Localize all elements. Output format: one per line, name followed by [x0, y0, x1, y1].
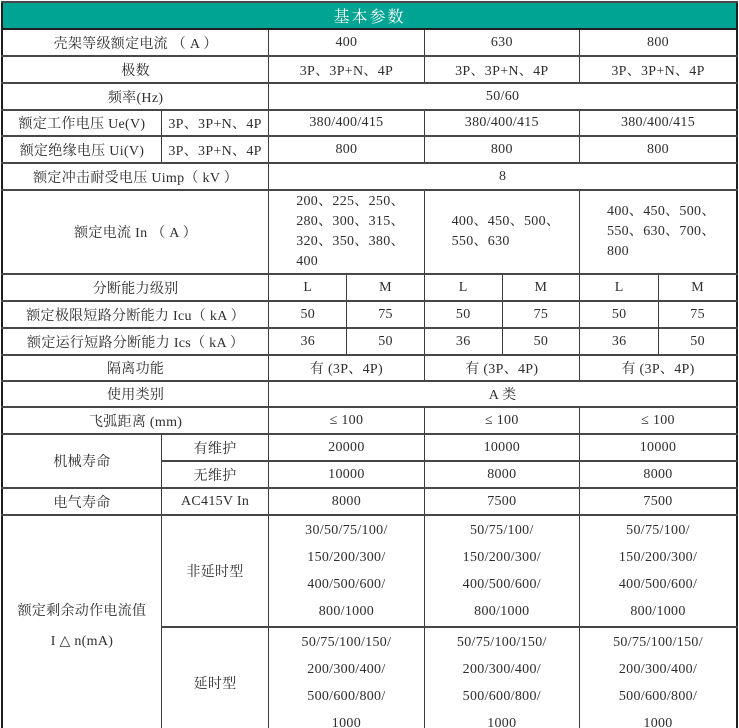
ultimate-breaking-capacity-icu-cell-3: 50 — [424, 301, 502, 328]
rated-current-cell-3-line-0: 400、450、500、 — [607, 204, 716, 219]
residual-current-nondelay-cell-2-line-2: 400/500/600/ — [307, 577, 386, 592]
frame-rated-current-cell-0: 壳架等级额定电流 （ A ） — [2, 29, 269, 56]
rated-current-cell-1-line-3: 400 — [296, 254, 319, 269]
breaking-capacity-class-cell-2: M — [347, 274, 424, 301]
service-breaking-capacity-ics-cell-2: 50 — [347, 328, 424, 355]
residual-current-delay-cell-3-line-1: 200/300/400/ — [618, 662, 698, 677]
rated-current-cell-1-line-2: 320、350、380、 — [296, 234, 405, 249]
electrical-life-cell-2: 8000 — [269, 488, 424, 515]
frequency-cell-1: 50/60 — [269, 83, 737, 110]
poles-cell-0: 极数 — [2, 56, 269, 83]
service-breaking-capacity-ics-cell-5: 36 — [580, 328, 659, 355]
breaking-capacity-class-cell-4: M — [502, 274, 579, 301]
residual-current-delay-cell-3 — [580, 627, 737, 728]
utilization-category-cell-1: A 类 — [269, 381, 737, 407]
ultimate-breaking-capacity-icu-cell-0: 额定极限短路分断能力 Icu（ kA ） — [2, 301, 269, 328]
mechanical-life-unmaintained-cell-2: 8000 — [424, 461, 579, 488]
row-section-title — [2, 2, 737, 29]
rated-current-cell-1 — [269, 190, 424, 274]
rated-insulation-voltage-cell-2: 800 — [269, 136, 424, 163]
mechanical-life-maintained-cell-2: 20000 — [269, 434, 424, 461]
section-title-cell-0: 基本参数 — [2, 2, 737, 29]
service-breaking-capacity-ics-cell-0: 额定运行短路分断能力 Ics（ kA ） — [2, 328, 269, 355]
mechanical-life-maintained-cell-1: 有维护 — [161, 434, 268, 461]
residual-current-delay-cell-3-line-2: 500/600/800/ — [618, 689, 698, 704]
rated-current-cell-2 — [424, 190, 579, 274]
arc-distance-cell-3: ≤ 100 — [580, 407, 737, 434]
mechanical-life-unmaintained-cell-1: 10000 — [269, 461, 424, 488]
breaking-capacity-class-cell-5: L — [580, 274, 659, 301]
residual-current-nondelay-cell-4-line-0: 50/75/100/ — [626, 523, 690, 538]
mechanical-life-maintained-cell-4: 10000 — [580, 434, 737, 461]
rated-working-voltage-cell-2: 380/400/415 — [269, 110, 424, 136]
electrical-life-cell-1: AC415V In — [161, 488, 268, 515]
frequency-cell-0: 频率(Hz) — [2, 83, 269, 110]
spec-table — [1, 1, 738, 728]
ultimate-breaking-capacity-icu-cell-2: 75 — [347, 301, 424, 328]
row-rated-current — [2, 190, 737, 274]
rated-current-cell-3 — [580, 190, 737, 274]
residual-current-nondelay-cell-4 — [580, 515, 737, 627]
poles-cell-3: 3P、3P+N、4P — [580, 56, 737, 83]
residual-current-delay-cell-3-line-0: 50/75/100/150/ — [613, 635, 703, 650]
rated-current-cell-2-line-0: 400、450、500、 — [451, 214, 561, 229]
residual-current-nondelay-cell-2-line-0: 30/50/75/100/ — [305, 523, 388, 538]
rated-insulation-voltage-cell-0: 额定绝缘电压 Ui(V) — [2, 136, 161, 163]
row-frequency — [2, 83, 737, 110]
spec-table-body — [2, 2, 737, 728]
residual-current-delay-cell-1-line-1: 200/300/400/ — [307, 662, 386, 677]
residual-current-delay-cell-1-line-2: 500/600/800/ — [307, 689, 386, 704]
row-rated-insulation-voltage — [2, 136, 737, 163]
residual-current-nondelay-cell-0-line-1: I △ n(mA) — [50, 634, 114, 649]
arc-distance-cell-0: 飞弧距离 (mm) — [2, 407, 269, 434]
ultimate-breaking-capacity-icu-cell-1: 50 — [269, 301, 347, 328]
impulse-withstand-voltage-cell-1: 8 — [269, 163, 737, 190]
row-utilization-category — [2, 381, 737, 407]
electrical-life-cell-3: 7500 — [424, 488, 579, 515]
row-service-breaking-capacity-ics — [2, 328, 737, 355]
residual-current-nondelay-cell-2-line-1: 150/200/300/ — [307, 550, 386, 565]
service-breaking-capacity-ics-cell-3: 36 — [424, 328, 502, 355]
rated-current-cell-1-line-0: 200、225、250、 — [296, 194, 405, 209]
ultimate-breaking-capacity-icu-cell-4: 75 — [502, 301, 579, 328]
utilization-category-cell-0: 使用类别 — [2, 381, 269, 407]
residual-current-nondelay-cell-2 — [269, 515, 424, 627]
service-breaking-capacity-ics-cell-4: 50 — [502, 328, 579, 355]
residual-current-nondelay-cell-4-line-3: 800/1000 — [630, 604, 686, 619]
residual-current-delay-cell-2-line-0: 50/75/100/150/ — [456, 635, 547, 650]
rated-working-voltage-cell-0: 额定工作电压 Ue(V) — [2, 110, 161, 136]
mechanical-life-unmaintained-cell-3: 8000 — [580, 461, 737, 488]
row-ultimate-breaking-capacity-icu — [2, 301, 737, 328]
electrical-life-cell-0: 电气寿命 — [2, 488, 161, 515]
breaking-capacity-class-cell-3: L — [424, 274, 502, 301]
rated-current-cell-0: 额定电流 In （ A ） — [2, 190, 269, 274]
residual-current-delay-cell-1 — [269, 627, 424, 728]
isolation-function-cell-3: 有 (3P、4P) — [580, 355, 737, 381]
isolation-function-cell-0: 隔离功能 — [2, 355, 269, 381]
frame-rated-current-cell-2: 630 — [424, 29, 579, 56]
frame-rated-current-cell-1: 400 — [269, 29, 424, 56]
row-rated-working-voltage — [2, 110, 737, 136]
residual-current-delay-cell-1-line-0: 50/75/100/150/ — [301, 635, 392, 650]
rated-current-cell-3-line-2: 800 — [607, 244, 629, 259]
rated-insulation-voltage-cell-3: 800 — [424, 136, 579, 163]
poles-cell-1: 3P、3P+N、4P — [269, 56, 424, 83]
residual-current-nondelay-cell-4-line-1: 150/200/300/ — [618, 550, 698, 565]
arc-distance-cell-1: ≤ 100 — [269, 407, 424, 434]
row-breaking-capacity-class — [2, 274, 737, 301]
residual-current-delay-cell-2-line-2: 500/600/800/ — [462, 689, 541, 704]
residual-current-delay-cell-0: 延时型 — [161, 627, 268, 728]
impulse-withstand-voltage-cell-0: 额定冲击耐受电压 Uimp（ kV ） — [2, 163, 269, 190]
residual-current-delay-cell-2-line-3: 1000 — [487, 716, 517, 728]
row-mechanical-life-maintained — [2, 434, 737, 461]
rated-current-cell-1-line-1: 280、300、315、 — [296, 214, 405, 229]
residual-current-nondelay-cell-4-line-2: 400/500/600/ — [618, 577, 698, 592]
rated-working-voltage-cell-4: 380/400/415 — [580, 110, 737, 136]
residual-current-delay-cell-1-line-3: 1000 — [331, 716, 361, 728]
row-arc-distance — [2, 407, 737, 434]
frame-rated-current-cell-3: 800 — [580, 29, 737, 56]
row-electrical-life — [2, 488, 737, 515]
row-impulse-withstand-voltage — [2, 163, 737, 190]
row-frame-rated-current — [2, 29, 737, 56]
breaking-capacity-class-cell-6: M — [659, 274, 737, 301]
arc-distance-cell-2: ≤ 100 — [424, 407, 579, 434]
service-breaking-capacity-ics-cell-1: 36 — [269, 328, 347, 355]
residual-current-nondelay-cell-3 — [424, 515, 579, 627]
residual-current-delay-cell-2-line-1: 200/300/400/ — [462, 662, 541, 677]
ultimate-breaking-capacity-icu-cell-5: 50 — [580, 301, 659, 328]
poles-cell-2: 3P、3P+N、4P — [424, 56, 579, 83]
residual-current-delay-cell-2 — [424, 627, 579, 728]
rated-current-cell-3-line-1: 550、630、700、 — [607, 224, 716, 239]
residual-current-nondelay-cell-3-line-1: 150/200/300/ — [462, 550, 541, 565]
rated-working-voltage-cell-3: 380/400/415 — [424, 110, 579, 136]
row-poles — [2, 56, 737, 83]
residual-current-nondelay-cell-3-line-3: 800/1000 — [474, 604, 530, 619]
row-isolation-function — [2, 355, 737, 381]
mechanical-life-maintained-cell-0: 机械寿命 — [2, 434, 161, 488]
isolation-function-cell-1: 有 (3P、4P) — [269, 355, 424, 381]
rated-insulation-voltage-cell-4: 800 — [580, 136, 737, 163]
rated-current-cell-2-line-1: 550、630 — [451, 234, 510, 249]
residual-current-nondelay-cell-0-line-0: 额定剩余动作电流值 — [17, 604, 147, 619]
rated-insulation-voltage-cell-1: 3P、3P+N、4P — [161, 136, 268, 163]
breaking-capacity-class-cell-1: L — [269, 274, 347, 301]
residual-current-nondelay-cell-1: 非延时型 — [161, 515, 268, 627]
residual-current-nondelay-cell-2-line-3: 800/1000 — [318, 604, 375, 619]
ultimate-breaking-capacity-icu-cell-6: 75 — [659, 301, 737, 328]
isolation-function-cell-2: 有 (3P、4P) — [424, 355, 579, 381]
mechanical-life-maintained-cell-3: 10000 — [424, 434, 579, 461]
residual-current-nondelay-cell-0 — [2, 515, 161, 728]
mechanical-life-unmaintained-cell-0: 无维护 — [161, 461, 268, 488]
service-breaking-capacity-ics-cell-6: 50 — [659, 328, 737, 355]
row-residual-current-nondelay — [2, 515, 737, 627]
residual-current-nondelay-cell-3-line-2: 400/500/600/ — [462, 577, 541, 592]
breaking-capacity-class-cell-0: 分断能力级别 — [2, 274, 269, 301]
electrical-life-cell-4: 7500 — [580, 488, 737, 515]
residual-current-delay-cell-3-line-3: 1000 — [643, 716, 673, 728]
rated-working-voltage-cell-1: 3P、3P+N、4P — [161, 110, 268, 136]
residual-current-nondelay-cell-3-line-0: 50/75/100/ — [469, 523, 534, 538]
